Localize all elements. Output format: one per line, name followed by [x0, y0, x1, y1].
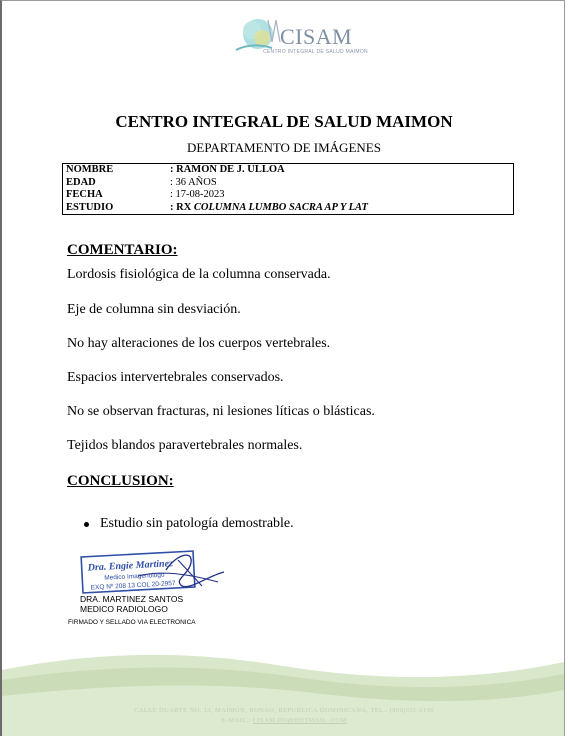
- patient-info-box: [62, 163, 514, 215]
- footer-email-line: [0, 717, 568, 724]
- age-label: EDAD: [66, 176, 96, 188]
- date-value: : 17-08-2023: [170, 189, 225, 200]
- age-value: : 36 AÑOS: [170, 176, 217, 188]
- study-value: [170, 202, 513, 215]
- study-prefix: : RX: [170, 201, 194, 213]
- name-label: NOMBRE: [66, 164, 114, 175]
- footer-email-label: E-MAIL.:: [221, 717, 253, 724]
- comment-heading: COMENTARIO:: [67, 242, 178, 258]
- logo-tagline: CENTRO INTEGRAL DE SALUD MAIMON: [263, 49, 368, 55]
- department-subtitle: DEPARTAMENTO DE IMÁGENES: [187, 140, 381, 155]
- conclusion-text: Estudio sin patología demostrable.: [100, 516, 294, 531]
- comment-line: No se observan fracturas, ni lesiones líticas o blásticas.: [67, 404, 375, 419]
- bullet-icon: [84, 522, 89, 527]
- doctor-name: DRA. MARTINEZ SANTOS: [80, 594, 184, 604]
- comment-line: Espacios intervertebrales conservados.: [67, 370, 284, 385]
- study-name: COLUMNA LUMBO SACRA AP Y LAT: [193, 201, 368, 213]
- date-label: FECHA: [66, 189, 103, 200]
- name-value: : RAMON DE J. ULLOA: [170, 164, 285, 175]
- info-row-name: [66, 164, 513, 177]
- stamp-role: Medico Imagenologo: [104, 571, 165, 582]
- comment-line: No hay alteraciones de los cuerpos vertebrales.: [67, 336, 331, 351]
- doctor-stamp-signature: [78, 546, 228, 598]
- page-title: CENTRO INTEGRAL DE SALUD MAIMON: [115, 112, 453, 131]
- comment-line: Eje de columna sin desviación.: [67, 302, 241, 317]
- conclusion-heading: CONCLUSION:: [67, 473, 174, 489]
- footer-email: CISAM.DO@HOTMAIL .COM: [252, 717, 347, 724]
- study-label: ESTUDIO: [66, 201, 114, 213]
- conclusion-item: [84, 516, 294, 532]
- stamp-numbers: EXQ Nº 208 13 COL 20-2957: [90, 580, 176, 592]
- logo-name: CISAM: [280, 24, 353, 49]
- comment-line: Lordosis fisiológica de la columna conservada.: [67, 267, 331, 282]
- signed-electronically-note: FIRMADO Y SELLADO VIA ELECTRONICA: [68, 619, 196, 626]
- info-row-study: [66, 202, 513, 215]
- stamp-name: Dra. Engie Martinez: [87, 558, 174, 574]
- footer-address: CALLE DUARTE NO. 13, MAIMÓN, BONAO, REPUBLICA DOMINICANA, TEL.: (809)331-2196: [134, 707, 434, 714]
- doctor-name-block: [80, 594, 183, 614]
- doctor-role: MEDICO RADIOLOGO: [80, 604, 168, 614]
- info-row-date: [66, 189, 513, 202]
- comment-line: Tejidos blandos paravertebrales normales.: [67, 438, 303, 453]
- info-row-age: [66, 177, 513, 190]
